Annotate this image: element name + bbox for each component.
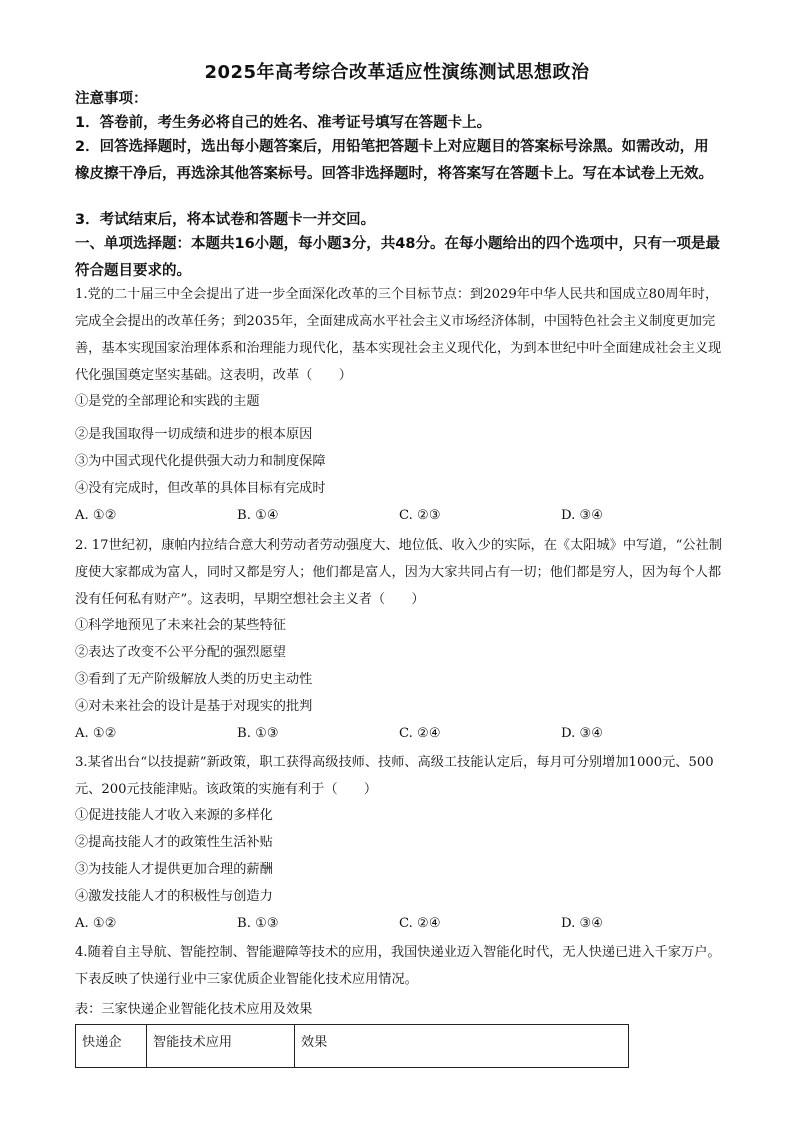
question-2-stem: 2. 17世纪初，康帕内拉结合意大利劳动者劳动强度大、地位低、收入少的实际，在《太阳城》中写道，“公社制度使大家都成为富人，同时又都是穷人；他们都是富人，因为大家共同占有一切；他们都是穷人，因为每个人都没有任何私有财产”。这表明，早期空想社会主义者（ ） [75,538,722,607]
question-4-stem: 4.随着自主导航、智能控制、智能避障等技术的应用，我国快递业迈入智能化时代，无人快递已进入千家万户。下表反映了快递行业中三家优质企业智能化技术应用情况。 [75,945,721,987]
question-1-choices [75,508,635,528]
question-3-option: ④激发技能人才的积极性与创造力 [75,889,273,904]
table-caption: 表：三家快递企业智能化技术应用及效果 [75,1002,313,1017]
tech-table [75,1024,629,1068]
choice-a: A. ①② [75,726,117,741]
question-3-option: ①促进技能人才收入来源的多样化 [75,808,273,823]
question-2-choices [75,726,635,746]
question-1-option: ④没有完成时，但改革的具体目标有完成时 [75,481,326,496]
choice-c: C. ②④ [399,916,441,931]
choice-c: C. ②③ [399,508,441,523]
question-2-option: ①科学地预见了未来社会的某些特征 [75,618,286,633]
question-3-stem: 3.某省出台“以技提薪”新政策，职工获得高级技师、技师、高级工技能认定后，每月可分别增加1000元、500元、200元技能津贴。该政策的实施有利于（ ） [75,755,714,797]
choice-b: B. ①③ [237,726,279,741]
question-1-option: ②是我国取得一切成绩和进步的根本原因 [75,427,313,442]
notice-heading: 注意事项： [75,91,148,107]
question-1-option: ①是党的全部理论和实践的主题 [75,394,260,409]
question-3-choices [75,916,635,936]
notice-item-3: 3．考试结束后，将本试卷和答题卡一并交回。 [75,212,376,228]
choice-d: D. ③④ [561,726,604,741]
choice-a: A. ①② [75,916,117,931]
notice-item-1: 1．答卷前，考生务必将自己的姓名、准考证号填写在答题卡上。 [75,115,492,131]
choice-b: B. ①④ [237,508,279,523]
table-header-row [76,1025,629,1068]
notice-item-2: 2．回答选择题时，选出每小题答案后，用铅笔把答题卡上对应题目的答案标号涂黑。如需改动，用橡皮擦干净后，再选涂其他答案标号。回答非选择题时，将答案写在答题卡上。写在本试卷上无效。 [75,139,713,182]
question-2-option: ②表达了改变不公平分配的强烈愿望 [75,645,286,660]
choice-b: B. ①③ [237,916,279,931]
page-title: 2025年高考综合改革适应性演练测试思想政治 [204,62,590,83]
table-header-cell: 智能技术应用 [147,1025,295,1068]
question-3-option: ②提高技能人才的政策性生活补贴 [75,835,273,850]
question-2-option: ④对未来社会的设计是基于对现实的批判 [75,699,313,714]
question-3-option: ③为技能人才提供更加合理的薪酬 [75,862,273,877]
question-1-option: ③为中国式现代化提供强大动力和制度保障 [75,454,326,469]
choice-c: C. ②④ [399,726,441,741]
question-2-option: ③看到了无产阶级解放人类的历史主动性 [75,672,313,687]
table-header-cell: 快递企 [76,1025,147,1068]
section-heading: 一、单项选择题：本题共16小题，每小题3分，共48分。在每小题给出的四个选项中，只有一项是最符合题目要求的。 [75,236,720,279]
choice-a: A. ①② [75,508,117,523]
choice-d: D. ③④ [561,508,604,523]
question-1-stem: 1.党的二十届三中全会提出了进一步全面深化改革的三个目标节点：到2029年中华人民共和国成立80周年时，完成全会提出的改革任务；到2035年，全面建成高水平社会主义市场经济体制，中国特色社会主义制度更加完善，基本实现国家治理体系和治理能力现代化，基本实现社会主义现代化，为到本世纪中叶全面建成社会主义现代化强国奠定坚实基础。这表明，改革（ ） [75,287,722,383]
table-header-cell: 效果 [295,1025,629,1068]
choice-d: D. ③④ [561,916,604,931]
